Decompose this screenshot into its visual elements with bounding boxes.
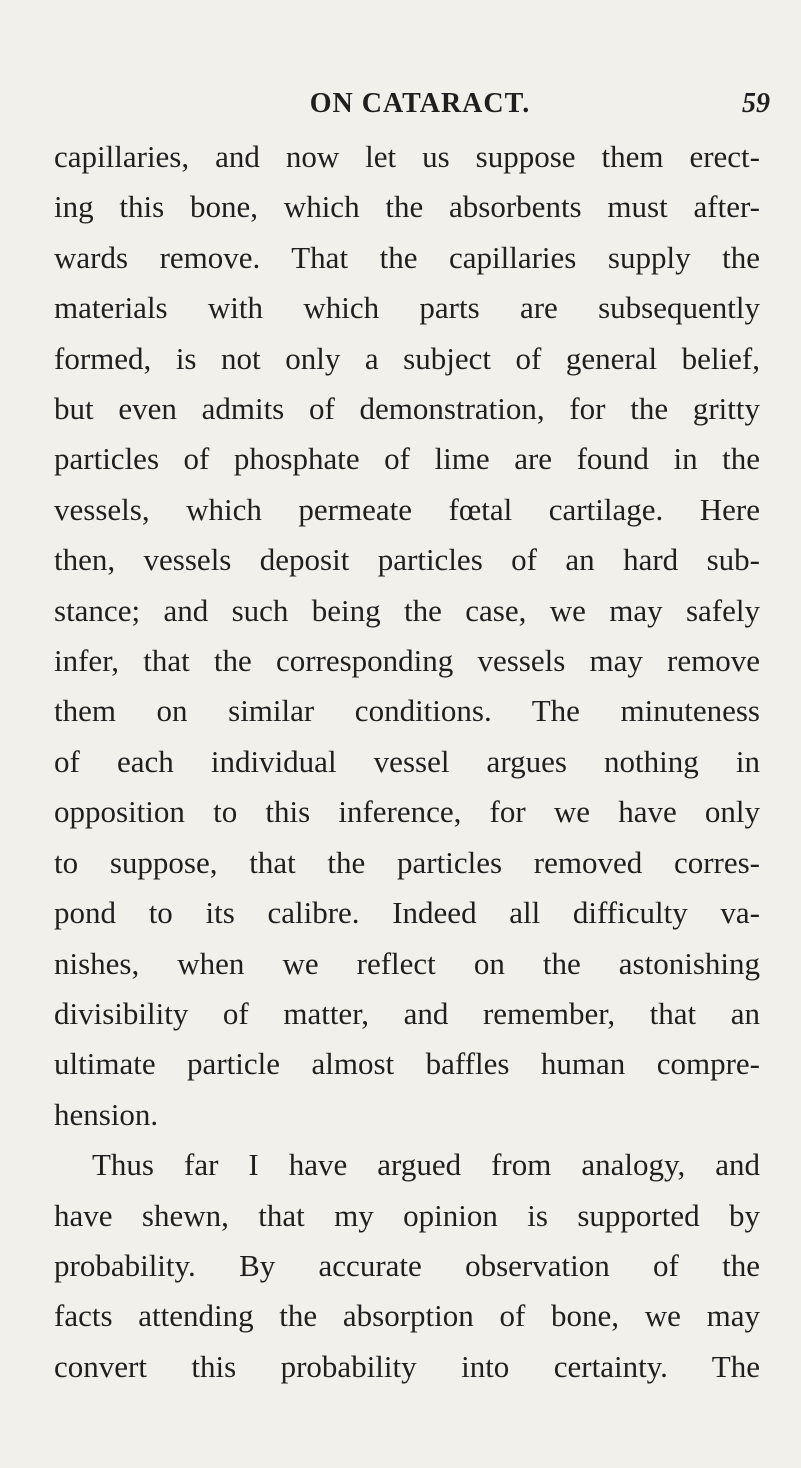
text-line: formed, is not only a subject of general belief, [54, 340, 760, 376]
text-line: probability. By accurate observation of the [54, 1247, 760, 1283]
text-line: materials with which parts are subsequently [54, 290, 760, 326]
text-line: nishes, when we reflect on the astonishing [54, 945, 760, 981]
text-line: ing this bone, which the absorbents must after- [54, 189, 760, 225]
text-line: them on similar conditions. The minuteness [54, 693, 760, 729]
body-text [54, 132, 760, 1392]
text-line: vessels, which permeate fœtal cartilage. Here [54, 491, 760, 527]
text-line: stance; and such being the case, we may safely [54, 592, 760, 628]
text-line: to suppose, that the particles removed corres- [54, 844, 760, 880]
text-line: divisibility of matter, and remember, that an [54, 995, 760, 1031]
text-line: then, vessels deposit particles of an hard sub- [54, 542, 760, 578]
text-line: capillaries, and now let us suppose them erect- [54, 139, 760, 174]
text-line: of each individual vessel argues nothing in [54, 743, 760, 779]
text-line: pond to its calibre. Indeed all difficulty va- [54, 895, 760, 931]
text-line: particles of phosphate of lime are found in the [54, 441, 760, 477]
text-line: facts attending the absorption of bone, we may [54, 1298, 760, 1334]
text-line: ultimate particle almost baffles human compre- [54, 1046, 760, 1082]
paragraph-start-line: Thus far I have argued from analogy, and [92, 1147, 760, 1183]
paragraph-end-line: hension. [54, 1096, 159, 1132]
text-line: but even admits of demonstration, for the gritty [54, 391, 760, 427]
page-number: 59 [742, 88, 770, 119]
text-line: have shewn, that my opinion is supported by [54, 1197, 760, 1233]
text-line: opposition to this inference, for we have only [54, 794, 760, 830]
running-head [70, 88, 770, 128]
text-line: convert this probability into certainty. The [54, 1348, 760, 1384]
running-title: ON CATARACT. [309, 88, 531, 119]
text-line: wards remove. That the capillaries supply the [54, 239, 760, 275]
text-line: infer, that the corresponding vessels may remove [54, 643, 760, 679]
